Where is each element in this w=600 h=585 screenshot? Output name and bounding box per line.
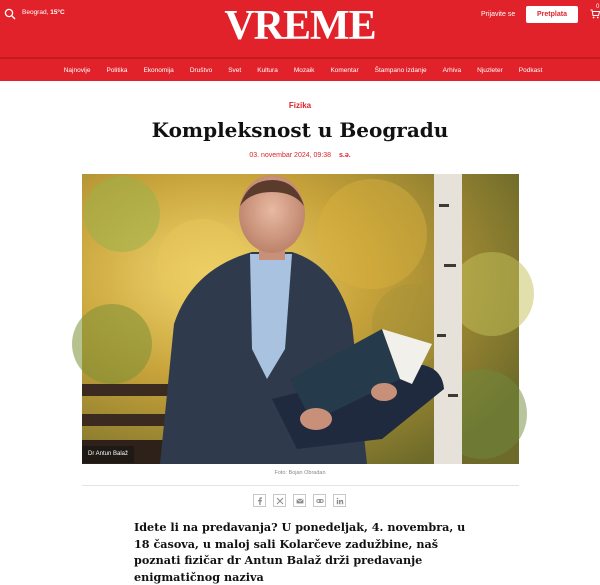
cart-count: 0 [596, 4, 600, 10]
nav-item-njuzleter[interactable]: Njuzleter [477, 66, 503, 74]
link-icon [316, 497, 324, 505]
nav-list [0, 59, 600, 81]
email-icon [296, 497, 304, 505]
article-category[interactable]: Fizika [288, 101, 312, 110]
linkedin-icon [336, 497, 344, 505]
nav-item-politika[interactable]: Politika [106, 66, 128, 74]
nav-item-svet[interactable]: Svet [228, 66, 242, 74]
top-header [0, 0, 600, 57]
article-title: Kompleksnost u Beogradu [151, 118, 449, 142]
subscribe-button[interactable]: Pretplata [526, 6, 578, 23]
nav-item-podkast[interactable]: Podkast [518, 66, 543, 74]
nav-item-mozaik[interactable]: Mozaik [293, 66, 315, 74]
article-photo [82, 174, 519, 464]
nav-item-komentar[interactable]: Komentar [330, 66, 359, 74]
nav-item-kultura[interactable]: Kultura [257, 66, 278, 74]
photo-credit: Foto: Bojan Obradan [274, 470, 326, 476]
share-link-button[interactable] [313, 494, 326, 507]
nav-item-arhiva[interactable]: Arhiva [442, 66, 462, 74]
login-link[interactable]: Prijavite se [481, 11, 516, 18]
site-logo[interactable]: VREME [224, 3, 376, 49]
share-x-button[interactable] [273, 494, 286, 507]
nav-item-ekonomija[interactable]: Ekonomija [143, 66, 174, 74]
weather-city: Beograd, [22, 9, 49, 16]
share-separator [82, 485, 519, 486]
article-lead: Idete li na predavanja? U ponedeljak, 4. novembra, u 18 časova, u maloj sali Kolarčeve zadužbine, naš poznati fizičar dr Antun Balaž drži predavanje enigmatičnog naziva [134, 520, 466, 584]
share-bar [253, 494, 346, 507]
share-linkedin-button[interactable] [333, 494, 346, 507]
share-email-button[interactable] [293, 494, 306, 507]
nav-item-najnovije[interactable]: Najnovije [63, 66, 91, 74]
weather-temp: 15°C [50, 9, 65, 16]
article-author[interactable]: s.ə. [339, 152, 351, 159]
x-icon [276, 497, 284, 505]
nav-item-štampano-izdanje[interactable]: Štampano izdanje [374, 66, 427, 74]
article-meta [0, 152, 600, 159]
share-facebook-button[interactable] [253, 494, 266, 507]
cart-icon[interactable] [590, 9, 600, 19]
photo-caption: Dr Antun Balaž [82, 446, 134, 463]
nav-item-društvo[interactable]: Društvo [189, 66, 213, 74]
main-nav [0, 59, 600, 81]
article-date: 03. novembar 2024, 09:38 [249, 152, 332, 159]
facebook-icon [256, 497, 264, 505]
